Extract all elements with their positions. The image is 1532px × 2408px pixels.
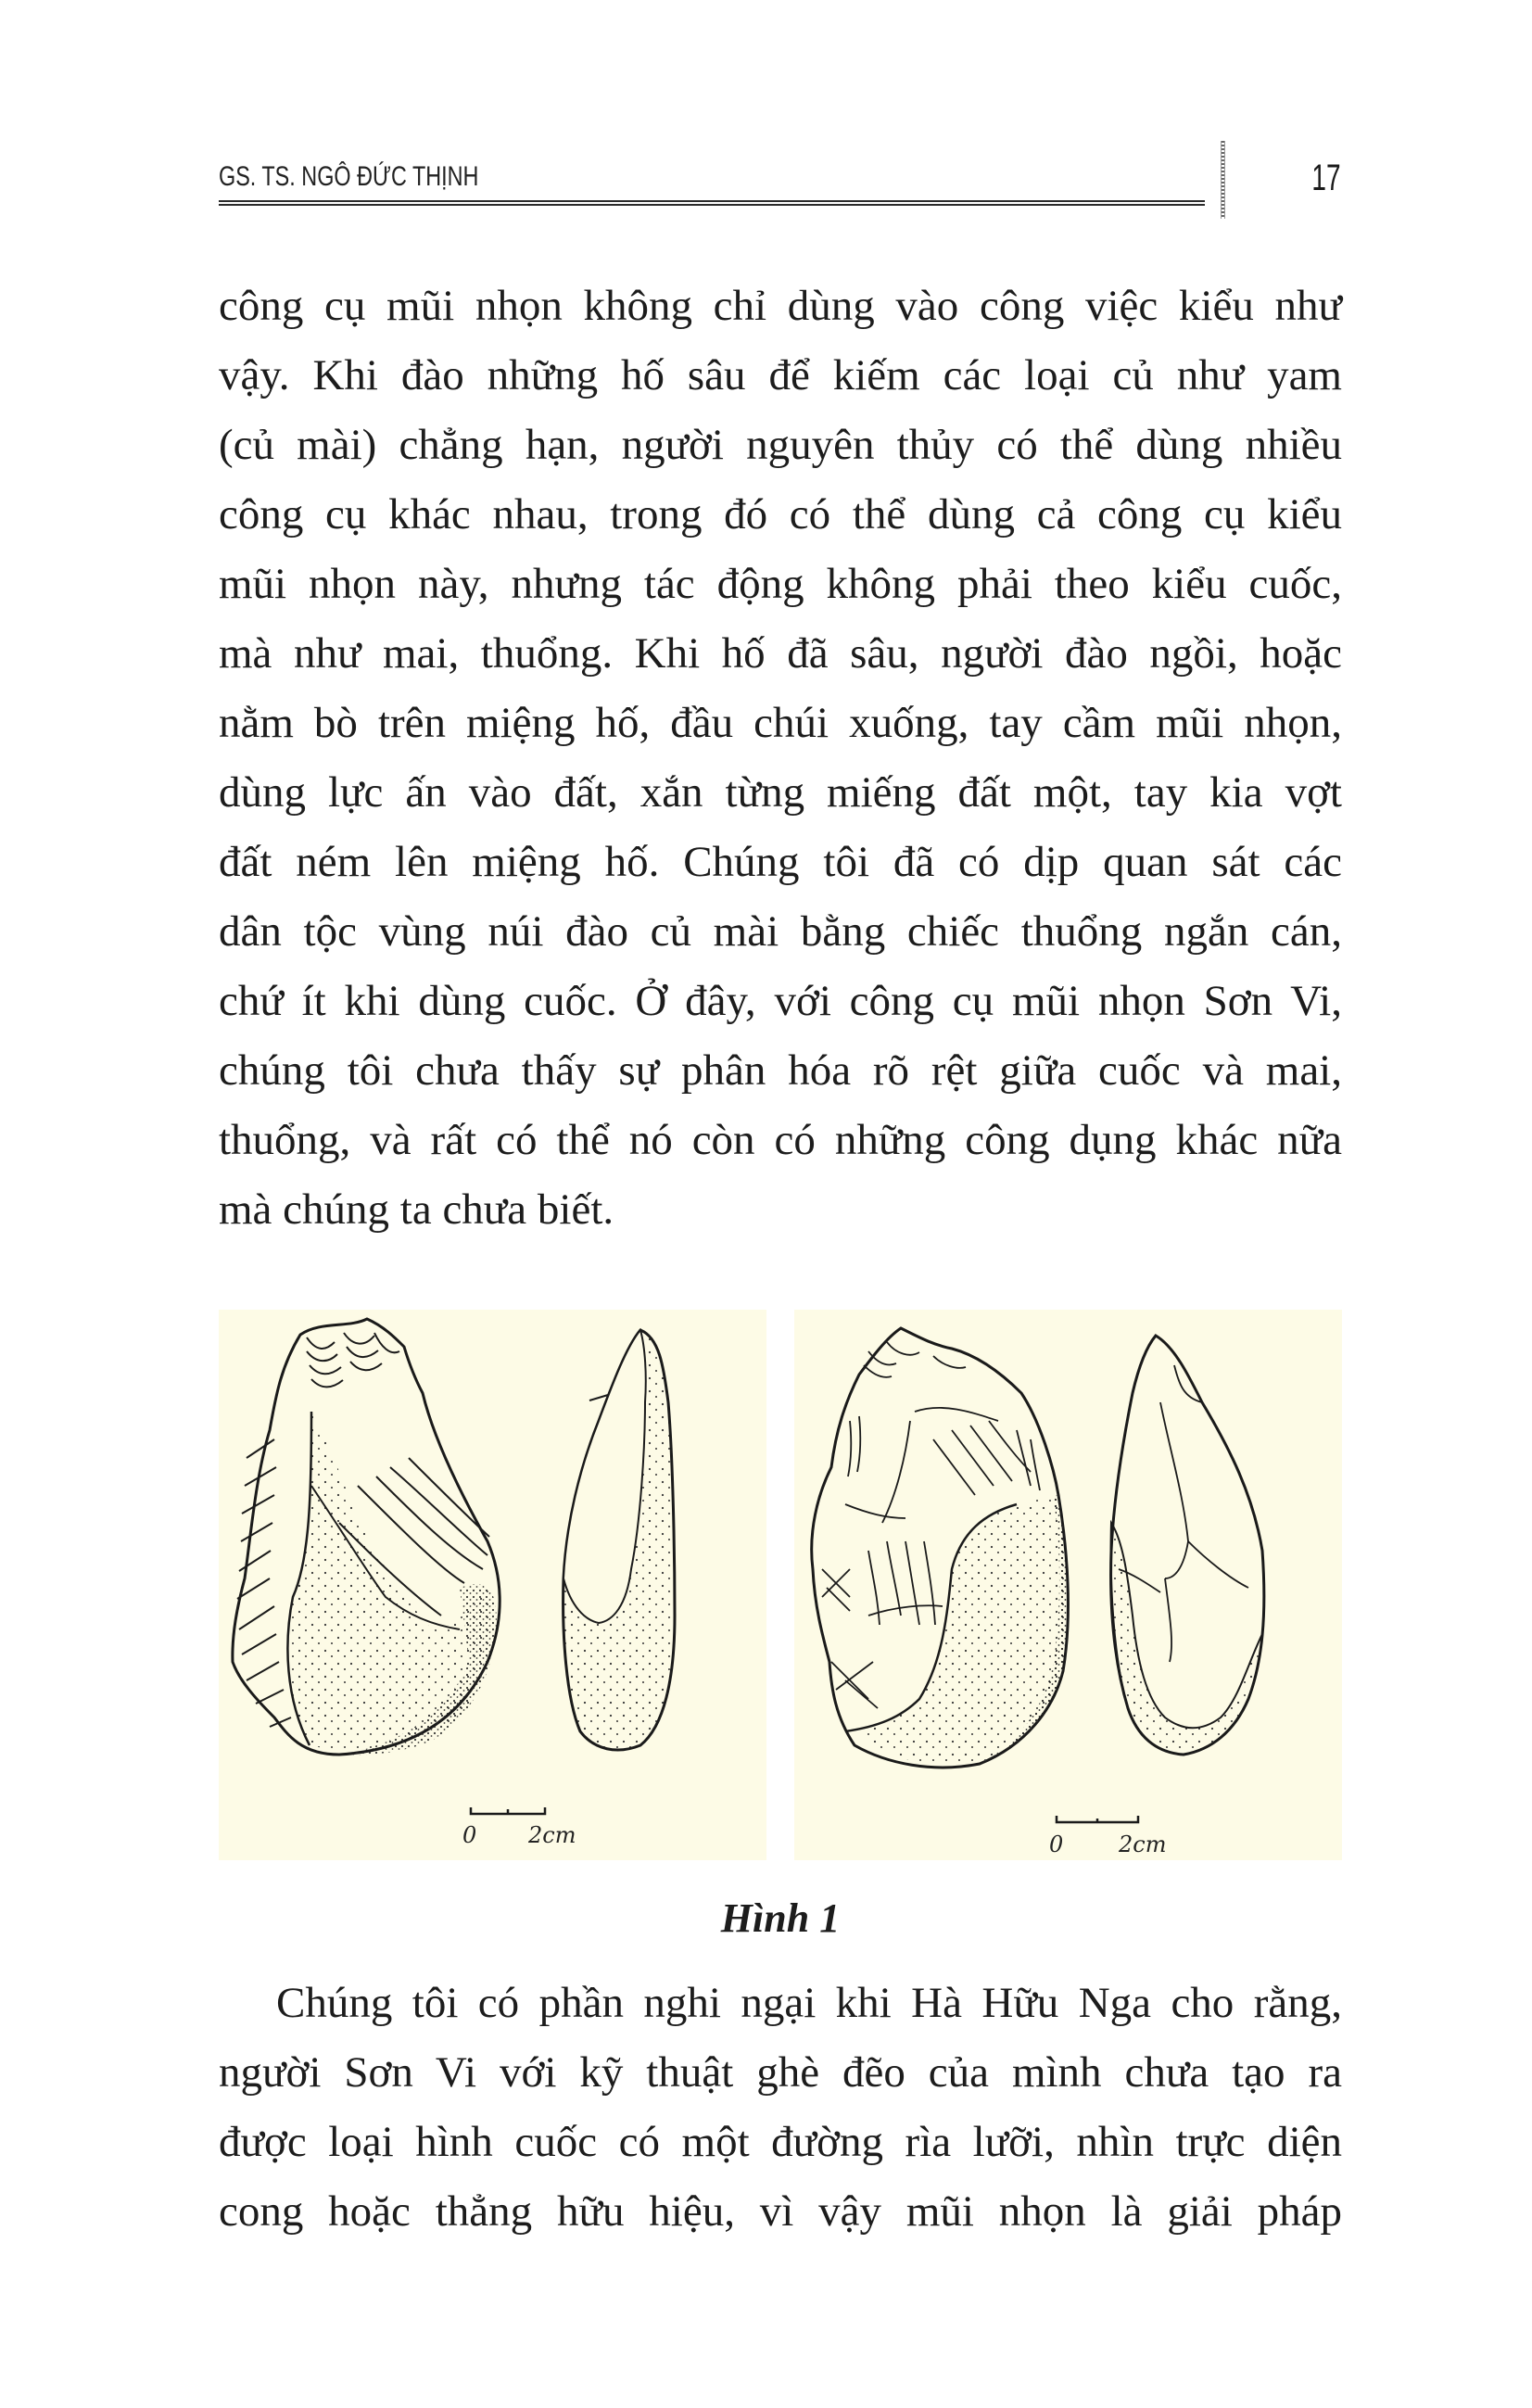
text-line: vậy. Khi đào những hố sâu để kiếm các loại củ như yam	[219, 351, 1342, 399]
text-line: đất ném lên miệng hố. Chúng tôi đã có dịp quan sát các	[219, 838, 1342, 886]
scale-bar-right	[1057, 1816, 1138, 1822]
running-header-title: GS. TS. NGÔ ĐỨC THỊNH	[219, 161, 479, 192]
header-double-rule	[219, 200, 1205, 206]
figure-caption: Hình 1	[720, 1895, 841, 1941]
scale-label-end: 2cm	[1119, 1831, 1167, 1857]
text-line: mũi nhọn này, nhưng tác động không phải theo kiểu cuốc,	[219, 560, 1342, 608]
page-number: 17	[1311, 158, 1341, 198]
stone-tool-illustration-left	[219, 1310, 766, 1860]
figure-panel-right	[794, 1310, 1342, 1860]
scale-label-end: 2cm	[528, 1822, 576, 1848]
scale-label-start: 0	[462, 1822, 477, 1848]
figure-panel-left	[219, 1310, 766, 1860]
text-line: dùng lực ấn vào đất, xắn từng miếng đất một, tay kia vợt	[219, 768, 1342, 817]
text-line: mà như mai, thuổng. Khi hố đã sâu, người đào ngồi, hoặc	[219, 629, 1342, 678]
figure-1	[219, 1310, 1342, 1860]
text-line: nằm bò trên miệng hố, đầu chúi xuống, tay cầm mũi nhọn,	[219, 699, 1342, 747]
text-line: chứ ít khi dùng cuốc. Ở đây, với công cụ mũi nhọn Sơn Vi,	[219, 977, 1342, 1025]
tool-face-view	[812, 1328, 1069, 1768]
text-line: thuổng, và rất có thể nó còn có những công dụng khác nữa	[219, 1116, 1342, 1164]
tool-side-view	[563, 1330, 675, 1750]
text-line: cong hoặc thẳng hữu hiệu, vì vậy mũi nhọn là giải pháp	[219, 2187, 1342, 2236]
stone-tool-illustration-right	[794, 1310, 1342, 1860]
paragraph-1	[219, 272, 1342, 1245]
text-line: công cụ khác nhau, trong đó có thể dùng cả công cụ kiểu	[219, 490, 1342, 539]
scale-bar-left	[471, 1807, 545, 1814]
tool-face-view	[233, 1319, 500, 1755]
text-line: người Sơn Vi với kỹ thuật ghè đẽo của mình chưa tạo ra	[219, 2048, 1342, 2097]
paragraph-2	[219, 1969, 1342, 2247]
text-line: được loại hình cuốc có một đường rìa lưỡi, nhìn trực diện	[219, 2118, 1342, 2166]
text-line: chúng tôi chưa thấy sự phân hóa rõ rệt giữa cuốc và mai,	[219, 1046, 1342, 1095]
text-line: Chúng tôi có phần nghi ngại khi Hà Hữu Nga cho rằng,	[276, 1979, 1342, 2027]
text-line: (củ mài) chẳng hạn, người nguyên thủy có thể dùng nhiều	[219, 421, 1342, 469]
header-vertical-divider	[1221, 141, 1225, 219]
text-line: công cụ mũi nhọn không chỉ dùng vào công việc kiểu như	[219, 282, 1342, 330]
tool-side-view	[1111, 1336, 1264, 1755]
text-line: dân tộc vùng núi đào củ mài bằng chiếc thuổng ngắn cán,	[219, 907, 1342, 956]
text-line: mà chúng ta chưa biết.	[219, 1185, 614, 1234]
scale-label-start: 0	[1049, 1831, 1064, 1857]
